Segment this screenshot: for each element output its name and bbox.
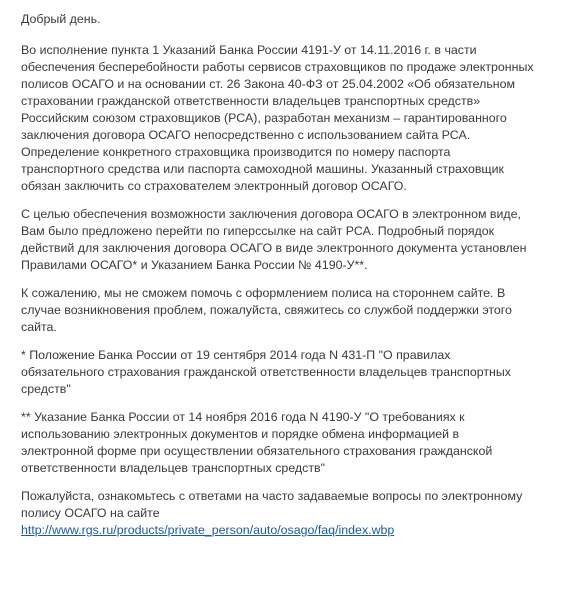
greeting: Добрый день. <box>21 12 101 26</box>
paragraph-osago-mechanism: Во исполнение пункта 1 Указаний Банка России 4191-У от 14.11.2016 г. в части обеспечения бесперебойности работы сервисов страховщиков по продаже электронных полисов ОСАГО и на основании ст. 26 Закона 40-ФЗ от 25.04.2002 «Об обязательном страховании гражданской ответственности владельцев транспортных средств» Российским союзом страховщиков (РСА), разработан механизм – гарантированного заключения договора ОСАГО непосредственно с использованием сайта РСА. Определение конкретного страховщика производится по номеру паспорта транспортного средства или паспорта самоходной машины. Указанный страховщик обязан заключить со страхователем электронный договор ОСАГО. <box>21 43 534 193</box>
closing-paragraph <box>21 488 566 539</box>
closing-text: Пожалуйста, ознакомьтесь с ответами на часто задаваемые вопросы по электронному полису ОСАГО на сайте <box>21 489 523 520</box>
footnote-instruction-4190u: ** Указание Банка России от 14 ноября 2016 года N 4190-У "О требованиях к использованию электронных документов и порядке обмена информацией в электронной форме при осуществлении обязательного страхования гражданской ответственности владельцев транспортных средств" <box>21 410 493 475</box>
faq-link[interactable]: http://www.rgs.ru/products/private_person/auto/osago/faq/index.wbp <box>21 523 395 537</box>
footnote-regulation-431p: * Положение Банка России от 19 сентября 2014 года N 431-П "О правилах обязательного страхования гражданской ответственности владельцев транспортных средств" <box>21 348 511 396</box>
paragraph-third-party-support: К сожалению, мы не сможем помочь с оформлением полиса на стороннем сайте. В случае возникновения проблем, пожалуйста, свяжитесь со службой поддержки этого сайта. <box>21 286 512 334</box>
email-message-body <box>21 11 566 539</box>
paragraph-rsa-redirect: С целью обеспечения возможности заключения договора ОСАГО в электронном виде, Вам было предложено перейти по гиперссылке на сайт РСА. Подробный порядок действий для заключения договора ОСАГО в виде электронного документа установлен Правилами ОСАГО* и Указанием Банка России № 4190-У**. <box>21 207 527 272</box>
